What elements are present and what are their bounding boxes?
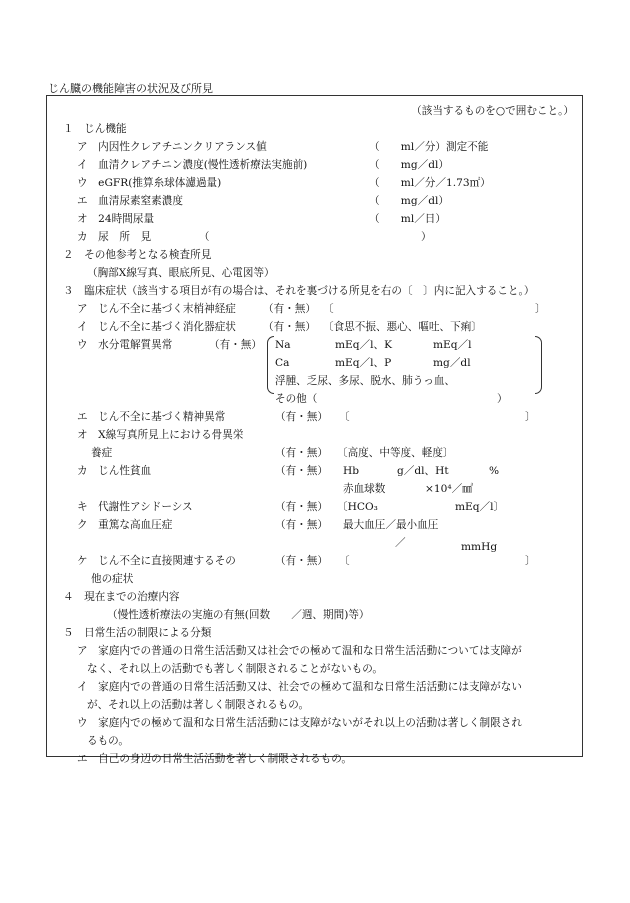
creatinine-clearance-field[interactable]: （ ml／分）測定不能 [369, 141, 489, 153]
bone-dystrophy-yes-no[interactable]: （有・無） [275, 447, 328, 459]
peripheral-neuropathy-label: ア じん不全に基づく末梢神経症 [77, 303, 236, 315]
sodium-potassium-field[interactable]: mEq／l、K [335, 339, 393, 351]
urinalysis-field[interactable]: カ 尿 所 見 （ [77, 231, 210, 243]
digestive-symptoms-detail[interactable]: 〔食思不振、悪心、嘔吐、下痢〕 [323, 321, 482, 333]
section-2-heading: ２ その他参考となる検査所見 [63, 249, 212, 261]
metabolic-acidosis-label: キ 代謝性アシドーシス [77, 501, 193, 513]
bicarbonate-unit: mEq／l〕 [455, 501, 505, 513]
bun-label: エ 血清尿素窒素濃度 [77, 195, 183, 207]
red-blood-cell-label: 赤血球数 [343, 483, 386, 495]
activity-class-d[interactable]: エ 自己の身辺の日常生活活動を著しく制限されるもの。 [77, 753, 353, 765]
electrolyte-other-close: ） [497, 393, 508, 405]
other-symptoms-label-1: ケ じん不全に直接関連するその [77, 555, 236, 567]
serum-creatinine-field[interactable]: （ mg／dl） [369, 159, 449, 171]
document-title: じん臓の機能障害の状況及び所見 [48, 82, 213, 95]
blood-pressure-unit: mmHg [461, 541, 498, 553]
activity-class-b-line-1[interactable]: イ 家庭内での普通の日常生活活動又は、社会での極めて温和な日常生活活動には支障がない [77, 681, 522, 693]
bun-field[interactable]: （ mg／dl） [369, 195, 449, 207]
bicarbonate-field[interactable]: 〔HCO₃ [337, 501, 378, 513]
calcium-phosphorus-field[interactable]: mEq／l、P [335, 357, 392, 369]
electrolyte-other-field[interactable]: その他（ [275, 393, 318, 405]
instruction-note: （該当するものを○で囲むこと。） [411, 105, 574, 117]
hematocrit-unit: % [489, 465, 500, 477]
peripheral-neuropathy-yes-no[interactable]: （有・無） [263, 303, 316, 315]
activity-class-c-line-2: るもの。 [87, 735, 129, 747]
renal-anemia-label: カ じん性貧血 [77, 465, 152, 477]
activity-class-a-line-2: なく、それ以上の活動でも著しく制限されることがないもの。 [87, 663, 383, 675]
hemoglobin-label: Hb [343, 465, 360, 477]
peripheral-neuropathy-bracket-close: 〕 [535, 303, 546, 315]
other-symptoms-bracket-open[interactable]: 〔 [339, 555, 350, 567]
phosphorus-unit: mg／dl [433, 357, 471, 369]
edema-options[interactable]: 浮腫、乏尿、多尿、脱水、肺うっ血、 [275, 375, 456, 387]
peripheral-neuropathy-bracket-open[interactable]: 〔 [323, 303, 334, 315]
activity-class-c-line-1[interactable]: ウ 家庭内での極めて温和な日常生活活動には支障がないがそれ以上の活動は著しく制限され [77, 717, 522, 729]
red-blood-cell-field[interactable]: ×10⁴／㎣ [425, 483, 473, 495]
section-2-field[interactable]: （胸部X線写真、眼底所見、心電図等） [87, 267, 275, 279]
egfr-label: ウ eGFR(推算糸球体濾過量) [77, 177, 222, 189]
mental-disorder-label: エ じん不全に基づく精神異常 [77, 411, 226, 423]
mental-disorder-bracket-close: 〕 [525, 411, 536, 423]
electrolyte-abnormality-label: ウ 水分電解質異常 [77, 339, 173, 351]
blood-pressure-field[interactable]: ／ [395, 537, 406, 549]
urinalysis-close: ） [421, 231, 432, 243]
activity-class-a-line-1[interactable]: ア 家庭内での普通の日常生活活動又は社会での極めて温和な日常生活活動については支障が [77, 645, 522, 657]
digestive-symptoms-label: イ じん不全に基づく消化器症状 [77, 321, 236, 333]
section-1-heading: １ じん機能 [63, 123, 127, 135]
section-3-heading: ３ 臨床症状（該当する項目が有の場合は、それを裏づける所見を右の〔 〕内に記入すること。） [63, 285, 535, 297]
electrolyte-brace-right [535, 336, 542, 394]
activity-class-b-line-2: が、それ以上の活動は著しく制限されるもの。 [87, 699, 310, 711]
urine-volume-label: オ 24時間尿量 [77, 213, 155, 225]
bone-dystrophy-label-2: 養症 [91, 447, 113, 459]
blood-pressure-label: 最大血圧／最小血圧 [343, 519, 439, 531]
other-symptoms-label-2: 他の症状 [91, 573, 134, 585]
bone-dystrophy-label-1: オ X線写真所見上における骨異栄 [77, 429, 244, 441]
renal-anemia-yes-no[interactable]: （有・無） [275, 465, 328, 477]
egfr-field[interactable]: （ ml／分／1.73㎡） [369, 177, 491, 189]
electrolyte-abnormality-yes-no[interactable]: （有・無） [209, 339, 262, 351]
potassium-unit: mEq／l [433, 339, 472, 351]
assessment-form-frame [46, 95, 583, 765]
urine-volume-field[interactable]: （ ml／日） [369, 213, 446, 225]
section-4-heading: ４ 現在までの治療内容 [63, 591, 180, 603]
mental-disorder-yes-no[interactable]: （有・無） [275, 411, 328, 423]
hypertension-yes-no[interactable]: （有・無） [275, 519, 328, 531]
digestive-symptoms-yes-no[interactable]: （有・無） [263, 321, 316, 333]
section-5-heading: ５ 日常生活の制限による分類 [63, 627, 212, 639]
sodium-label: Na [275, 339, 291, 351]
creatinine-clearance-label: ア 内因性クレアチニンクリアランス値 [77, 141, 267, 153]
other-symptoms-bracket-close: 〕 [525, 555, 536, 567]
metabolic-acidosis-yes-no[interactable]: （有・無） [275, 501, 328, 513]
other-symptoms-yes-no[interactable]: （有・無） [275, 555, 328, 567]
bone-dystrophy-severity[interactable]: 〔高度、中等度、軽度〕 [337, 447, 454, 459]
calcium-label: Ca [275, 357, 290, 369]
electrolyte-brace-left [267, 336, 274, 394]
serum-creatinine-label: イ 血清クレアチニン濃度(慢性透析療法実施前) [77, 159, 308, 171]
hemoglobin-hematocrit-field[interactable]: g／dl、Ht [397, 465, 449, 477]
mental-disorder-bracket-open[interactable]: 〔 [339, 411, 350, 423]
treatment-field[interactable]: （慢性透析療法の実施の有無(回数 ／週、期間)等） [107, 609, 370, 621]
hypertension-label: ク 重篤な高血圧症 [77, 519, 173, 531]
